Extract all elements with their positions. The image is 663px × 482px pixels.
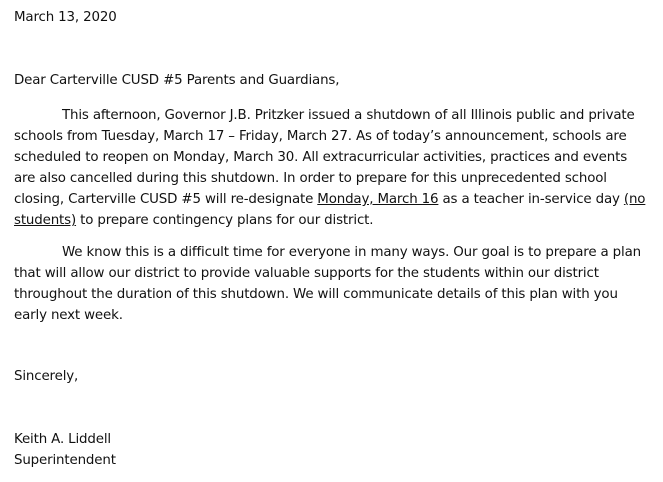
paragraph-shutdown-announcement [14,105,644,231]
line-text: closing, Carterville CUSD #5 will re-designate [14,192,318,207]
paragraph-line: are also cancelled during this shutdown. In order to prepare for this unprecedented school [14,171,607,186]
paragraph-plan [14,242,644,326]
paragraph-line: that will allow our district to provide valuable supports for the students within our district [14,266,599,281]
signature-name: Keith A. Liddell [14,432,111,447]
paragraph-line: We know this is a difficult time for everyone in many ways. Our goal is to prepare a plan [62,245,641,260]
paragraph-line: schools from Tuesday, March 17 – Friday, March 27. As of today’s announcement, schools are [14,129,627,144]
letter-closing: Sincerely, [14,369,79,384]
line-text: to prepare contingency plans for our district. [76,213,374,228]
paragraph-line: throughout the duration of this shutdown. We will communicate details of this plan with you [14,287,618,302]
paragraph-line: This afternoon, Governor J.B. Pritzker issued a shutdown of all Illinois public and private [62,108,635,123]
underlined-no-students-end: students) [14,213,77,228]
letter-date: March 13, 2020 [14,10,117,25]
letter-greeting: Dear Carterville CUSD #5 Parents and Guardians, [14,73,340,88]
signature-title: Superintendent [14,453,116,468]
paragraph-line: early next week. [14,308,123,323]
paragraph-line [14,189,644,210]
line-text: as a teacher in-service day [438,192,624,207]
paragraph-line [14,210,644,231]
paragraph-line: scheduled to reopen on Monday, March 30. All extracurricular activities, practices and events [14,150,628,165]
underlined-no-students-start: (no [623,192,646,207]
underlined-inservice-date: Monday, March 16 [317,192,439,207]
